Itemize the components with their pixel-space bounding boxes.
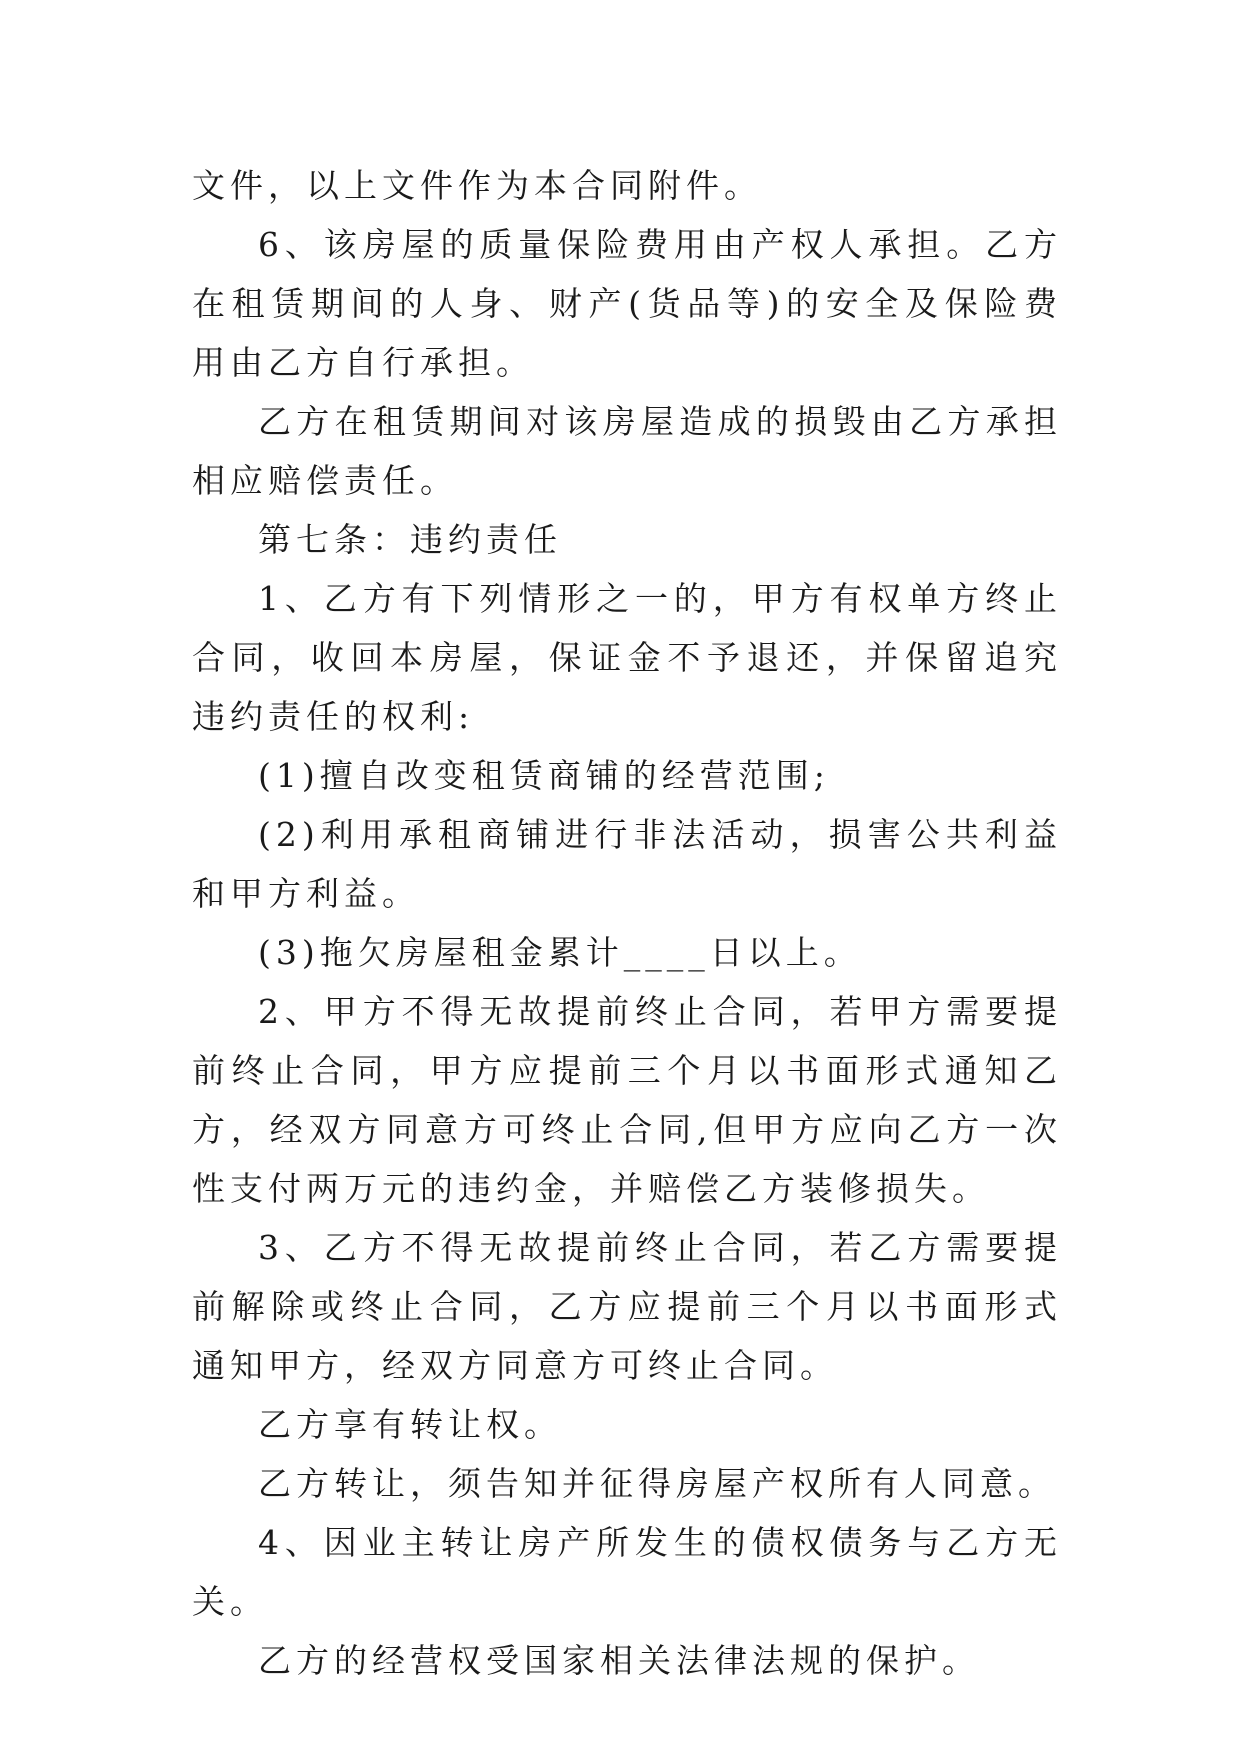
paragraph-5: 1、乙方有下列情形之一的，甲方有权单方终止合同，收回本房屋，保证金不予退还，并保留追究违约责任的权利:	[192, 579, 1062, 736]
paragraph-14: 乙方的经营权受国家相关法律法规的保护。	[258, 1641, 980, 1680]
paragraph-12: 乙方转让，须告知并征得房屋产权所有人同意。	[258, 1464, 1056, 1503]
paragraph-13: 4、因业主转让房产所发生的债权债务与乙方无关。	[192, 1523, 1062, 1621]
paragraph-2: 6、该房屋的质量保险费用由产权人承担。乙方在租赁期间的人身、财产(货品等)的安全及保险费用由乙方自行承担。	[192, 225, 1062, 382]
paragraph-1: 文件，以上文件作为本合同附件。	[192, 166, 762, 205]
paragraph-3: 乙方在租赁期间对该房屋造成的损毁由乙方承担相应赔偿责任。	[192, 402, 1062, 500]
paragraph-9: 2、甲方不得无故提前终止合同，若甲方需要提前终止合同，甲方应提前三个月以书面形式通知乙方，经双方同意方可终止合同,但甲方应向乙方一次性支付两万元的违约金，并赔偿乙方装修损失。	[192, 992, 1062, 1208]
list-item-3: (3)拖欠房屋租金累计____日以上。	[258, 933, 862, 972]
list-item-2: (2)利用承租商铺进行非法活动，损害公共利益和甲方利益。	[192, 815, 1062, 913]
paragraph-11: 乙方享有转让权。	[258, 1405, 562, 1444]
list-item-1: (1)擅自改变租赁商铺的经营范围;	[258, 756, 830, 795]
document-body	[192, 156, 1062, 1690]
section-heading-7: 第七条：违约责任	[258, 520, 562, 559]
paragraph-10: 3、乙方不得无故提前终止合同，若乙方需要提前解除或终止合同，乙方应提前三个月以书面形式通知甲方，经双方同意方可终止合同。	[192, 1228, 1062, 1385]
